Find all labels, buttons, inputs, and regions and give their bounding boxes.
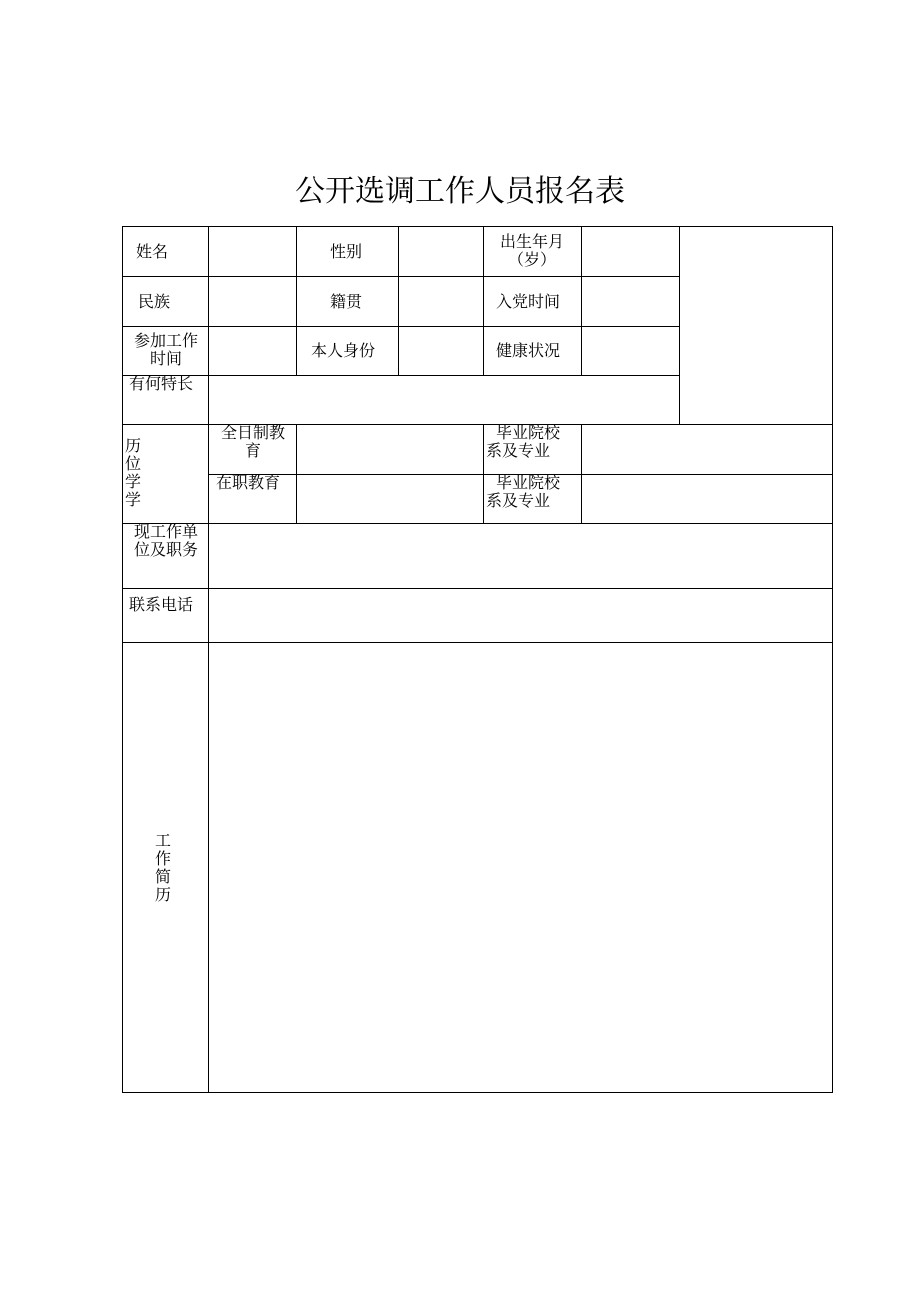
- label-health: 健康状况: [496, 341, 561, 360]
- fulltime-school-major-field[interactable]: [582, 425, 832, 474]
- photo-area[interactable]: [680, 227, 832, 424]
- label-education: [125, 437, 141, 509]
- label-id-number: 本人身份: [311, 341, 376, 360]
- inservice-education-field[interactable]: [297, 475, 483, 523]
- fulltime-education-field[interactable]: [297, 425, 483, 474]
- label-fulltime-line2: 育: [244, 441, 261, 460]
- label-gender: 性别: [330, 242, 363, 261]
- native-place-field[interactable]: [399, 277, 483, 326]
- label-party-date: 入党时间: [496, 292, 561, 311]
- label-specialty: 有何特长: [129, 374, 194, 393]
- label-education-char: 学: [125, 490, 142, 509]
- birth-date-field[interactable]: [582, 227, 679, 276]
- table-border-left: [122, 226, 123, 1093]
- health-field[interactable]: [582, 327, 679, 375]
- label-fulltime-line1: 全日制教: [220, 423, 285, 442]
- label-phone: 联系电话: [129, 595, 194, 614]
- label-work-start-line1: 参加工作: [133, 331, 198, 350]
- work-resume-field[interactable]: [209, 643, 832, 1092]
- label-current-job-line2: 位及职务: [133, 540, 198, 559]
- label-birth-line2: （岁）: [507, 250, 556, 269]
- work-start-field[interactable]: [209, 327, 296, 375]
- label-school-major-line2: 系及专业: [486, 491, 551, 510]
- label-current-job-line1: 现工作单: [133, 522, 198, 541]
- ethnicity-field[interactable]: [209, 277, 296, 326]
- label-resume-char: 工: [155, 831, 172, 850]
- label-name: 姓名: [136, 242, 169, 261]
- column-line: [483, 226, 484, 375]
- label-ethnicity: 民族: [138, 292, 171, 311]
- label-resume-char: 历: [155, 885, 172, 904]
- inservice-school-major-field[interactable]: [582, 475, 832, 523]
- label-current-job: [129, 523, 203, 559]
- label-inservice-school-major: [486, 474, 574, 510]
- current-job-field[interactable]: [209, 524, 832, 588]
- specialty-field[interactable]: [209, 376, 679, 424]
- gender-field[interactable]: [399, 227, 483, 276]
- label-birth-date: [496, 233, 568, 269]
- label-work-start: [129, 332, 203, 368]
- label-resume-char: 简: [155, 867, 172, 886]
- column-line: [296, 226, 297, 375]
- table-border-right: [832, 226, 833, 1093]
- form-title: 公开选调工作人员报名表: [295, 174, 625, 209]
- phone-field[interactable]: [209, 589, 832, 642]
- label-education-char: 历: [125, 436, 142, 455]
- label-inservice-education: 在职教育: [216, 473, 281, 492]
- label-school-major-line1: 毕业院校: [496, 473, 561, 492]
- label-work-resume: [155, 832, 171, 904]
- label-resume-char: 作: [155, 849, 172, 868]
- label-education-char: 位: [125, 454, 142, 473]
- name-field[interactable]: [209, 227, 296, 276]
- label-fulltime-education: [216, 424, 290, 460]
- label-fulltime-school-major: [486, 424, 574, 460]
- column-line: [483, 424, 484, 523]
- party-date-field[interactable]: [582, 277, 679, 326]
- label-work-start-line2: 时间: [149, 349, 182, 368]
- label-school-major-line1: 毕业院校: [496, 423, 561, 442]
- label-birth-line1: 出生年月: [499, 232, 564, 251]
- table-border-bottom: [122, 1092, 833, 1093]
- label-native-place: 籍贯: [330, 292, 363, 311]
- id-number-field[interactable]: [399, 327, 483, 375]
- label-education-char: 学: [125, 472, 142, 491]
- label-school-major-line2: 系及专业: [486, 441, 551, 460]
